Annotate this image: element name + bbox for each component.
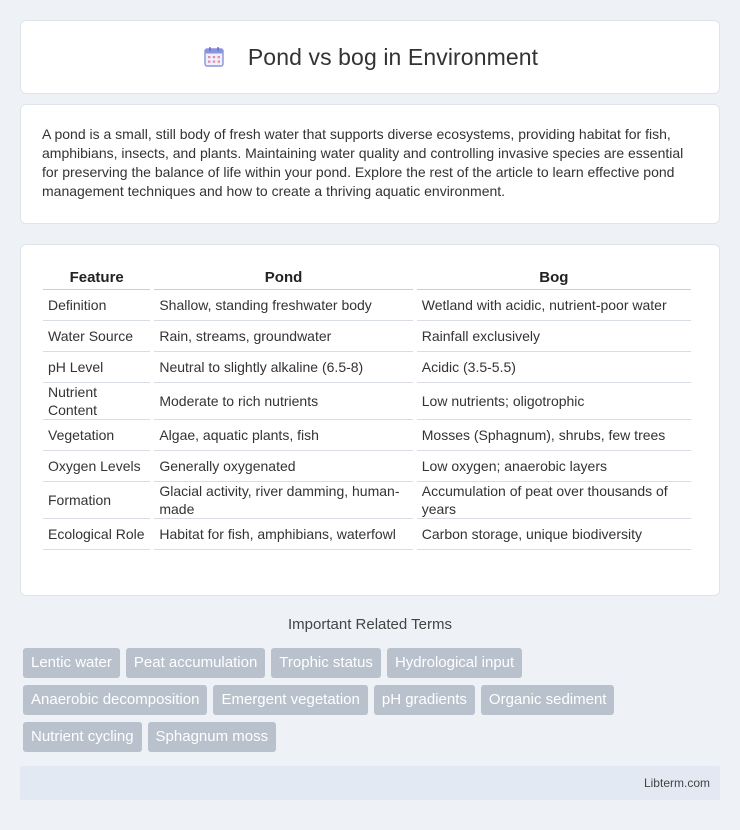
tag-emergent-vegetation[interactable]: Emergent vegetation: [213, 685, 367, 715]
tag-ph-gradients[interactable]: pH gradients: [374, 685, 475, 715]
table-row: [43, 290, 691, 321]
table-cell-bog: Carbon storage, unique biodiversity: [417, 519, 691, 550]
comparison-table-card: [20, 244, 720, 596]
page-title: Pond vs bog in Environment: [247, 43, 539, 70]
tag-nutrient-cycling[interactable]: Nutrient cycling: [23, 722, 142, 752]
tag-sphagnum-moss[interactable]: Sphagnum moss: [148, 722, 277, 752]
table-cell-feature: Oxygen Levels: [43, 451, 150, 482]
intro-card: [20, 104, 720, 224]
table-cell-bog: Rainfall exclusively: [417, 321, 691, 352]
table-cell-feature: Formation: [43, 482, 150, 519]
table-cell-pond: Glacial activity, river damming, human-made: [154, 482, 412, 519]
header-card: [20, 20, 720, 94]
tag-trophic-status[interactable]: Trophic status: [271, 648, 381, 678]
table-row: [43, 451, 691, 482]
table-header-row: [43, 263, 691, 290]
table-cell-bog: Wetland with acidic, nutrient-poor water: [417, 290, 691, 321]
header-bog: Bog: [417, 263, 691, 290]
comparison-table: [39, 263, 695, 550]
tag-peat-accumulation[interactable]: Peat accumulation: [126, 648, 265, 678]
table-cell-bog: Accumulation of peat over thousands of years: [417, 482, 691, 519]
table-cell-pond: Habitat for fish, amphibians, waterfowl: [154, 519, 412, 550]
table-row: [43, 482, 691, 519]
header-pond: Pond: [154, 263, 412, 290]
table-cell-feature: Water Source: [43, 321, 150, 352]
footer: [20, 766, 720, 800]
table-cell-feature: Ecological Role: [43, 519, 150, 550]
table-row: [43, 519, 691, 550]
tag-anaerobic-decomposition[interactable]: Anaerobic decomposition: [23, 685, 207, 715]
table-row: [43, 420, 691, 451]
table-row: [43, 352, 691, 383]
related-terms-tags: [23, 648, 703, 759]
table-cell-pond: Neutral to slightly alkaline (6.5-8): [154, 352, 412, 383]
table-cell-bog: Acidic (3.5-5.5): [417, 352, 691, 383]
table-cell-feature: pH Level: [43, 352, 150, 383]
related-terms-title: Important Related Terms: [288, 616, 452, 633]
footer-brand[interactable]: Libterm.com: [643, 776, 710, 790]
table-cell-pond: Algae, aquatic plants, fish: [154, 420, 412, 451]
calendar-icon: [202, 45, 226, 69]
table-row: [43, 383, 691, 420]
table-cell-pond: Rain, streams, groundwater: [154, 321, 412, 352]
table-row: [43, 321, 691, 352]
table-cell-pond: Generally oxygenated: [154, 451, 412, 482]
tag-organic-sediment[interactable]: Organic sediment: [481, 685, 615, 715]
table-cell-feature: Definition: [43, 290, 150, 321]
table-cell-bog: Low oxygen; anaerobic layers: [417, 451, 691, 482]
table-cell-pond: Moderate to rich nutrients: [154, 383, 412, 420]
table-cell-feature: Vegetation: [43, 420, 150, 451]
tag-lentic-water[interactable]: Lentic water: [23, 648, 120, 678]
table-cell-pond: Shallow, standing freshwater body: [154, 290, 412, 321]
header-feature: Feature: [43, 263, 150, 290]
table-cell-bog: Low nutrients; oligotrophic: [417, 383, 691, 420]
intro-paragraph: A pond is a small, still body of fresh water that supports diverse ecosystems, providing habitat for fish, amphibians, insects, and plants. Maintaining water quality and controlling invasive species are essential for preserving the balance of life within your pond. Explore the rest of the article to learn effective pond management techniques and how to create a thriving aquatic environment.: [42, 126, 684, 199]
table-cell-bog: Mosses (Sphagnum), shrubs, few trees: [417, 420, 691, 451]
tag-hydrological-input[interactable]: Hydrological input: [387, 648, 522, 678]
table-cell-feature: Nutrient Content: [43, 383, 150, 420]
